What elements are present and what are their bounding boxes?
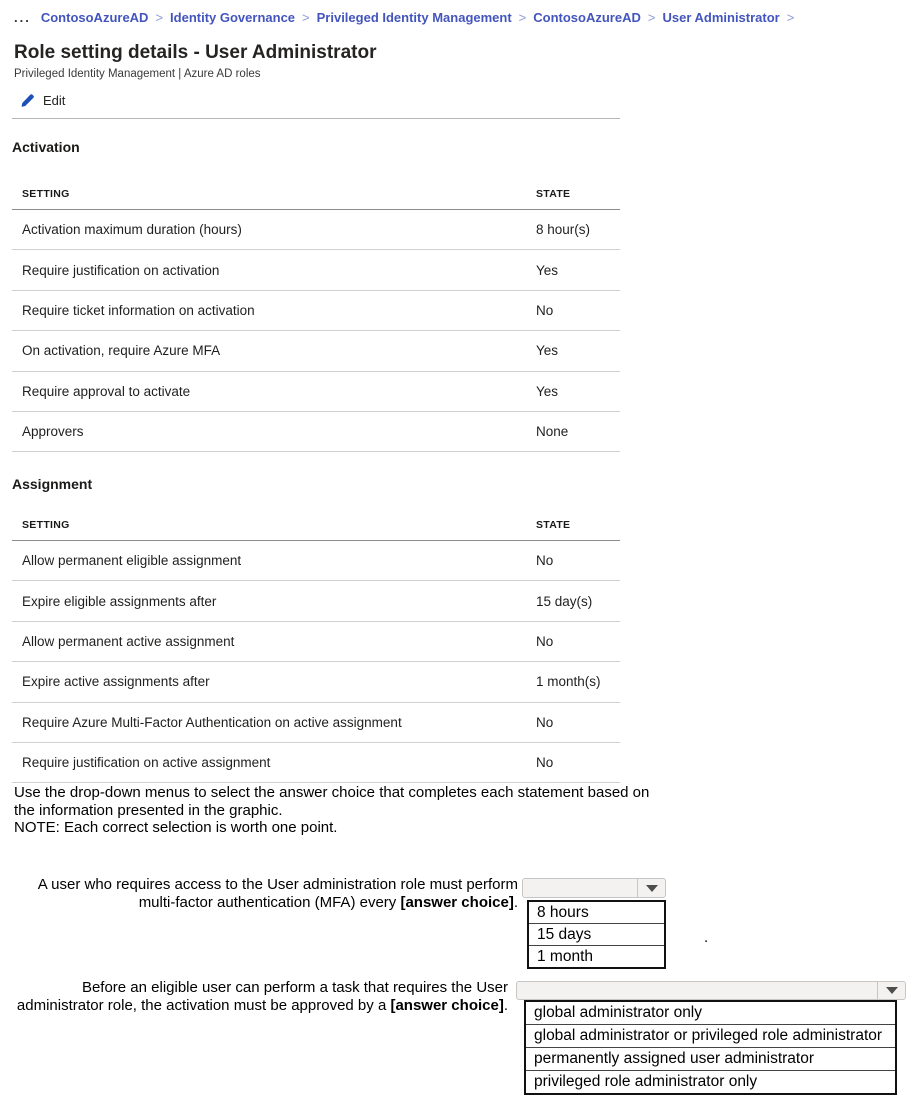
breadcrumb-item-identity-governance[interactable]: Identity Governance (170, 10, 296, 25)
state-value: Yes (536, 343, 559, 359)
instructions-line-1: Use the drop-down menus to select the answer choice that completes each statement based on (14, 784, 650, 801)
assignment-table-header (12, 509, 620, 541)
breadcrumb-separator: > (647, 10, 656, 25)
assignment-section-heading: Assignment (12, 476, 93, 492)
option-global-or-privileged-role-admin[interactable]: global administrator or privileged role administrator (526, 1024, 895, 1047)
page-subtitle: Privileged Identity Management | Azure AD roles (14, 68, 261, 80)
chevron-down-icon (886, 987, 898, 994)
breadcrumb-separator: > (302, 10, 310, 25)
instructions-line-2: the information presented in the graphic. (14, 801, 283, 819)
assignment-table (12, 509, 620, 783)
breadcrumb-item-contosoazuread[interactable]: ContosoAzureAD (40, 10, 149, 25)
statement-2-line-1: Before an eligible user can perform a task that requires the User (81, 979, 508, 996)
dropdown-arrow-button[interactable] (637, 879, 665, 897)
setting-label: Expire active assignments after (22, 674, 210, 690)
activation-table-header (12, 178, 620, 210)
dropdown-selected-value[interactable] (517, 982, 877, 999)
dropdown-selected-value[interactable] (523, 879, 637, 897)
setting-label: Approvers (22, 424, 84, 440)
breadcrumb-item-contosoazuread-2[interactable]: ContosoAzureAD (533, 10, 641, 25)
state-value: No (536, 302, 554, 318)
state-value: None (536, 424, 569, 440)
setting-label: Expire eligible assignments after (22, 593, 217, 609)
setting-label: Require justification on active assignment (22, 755, 271, 771)
state-value: No (536, 553, 554, 569)
statement-1-text (0, 876, 518, 911)
edit-button[interactable] (20, 93, 65, 108)
option-privileged-role-admin-only[interactable]: privileged role administrator only (526, 1070, 895, 1093)
setting-label: Activation maximum duration (hours) (22, 222, 242, 238)
state-value: No (536, 714, 554, 730)
breadcrumb-separator: > (786, 10, 795, 25)
edit-pencil-icon (20, 93, 35, 108)
table-row (12, 372, 620, 412)
state-value: No (536, 755, 554, 771)
statement-1-line-2: multi-factor authentication (MFA) every [answer choice]. (138, 893, 518, 911)
breadcrumb-item-pim[interactable]: Privileged Identity Management (316, 10, 512, 25)
approver-options-list (524, 1000, 897, 1095)
state-value: Yes (536, 383, 559, 399)
statement-1-line-1: A user who requires access to the User administration role must perform (37, 876, 518, 893)
state-column-header: STATE (536, 518, 571, 531)
table-row (12, 622, 620, 662)
breadcrumb-separator: > (518, 10, 527, 25)
setting-column-header: SETTING (22, 518, 70, 531)
setting-label: Allow permanent active assignment (22, 633, 235, 649)
mfa-frequency-options-list (527, 900, 666, 969)
setting-label: Require ticket information on activation (22, 302, 255, 318)
option-permanently-assigned-user-admin[interactable]: permanently assigned user administrator (526, 1047, 895, 1070)
question-instructions (14, 784, 714, 837)
option-1-month[interactable]: 1 month (529, 945, 664, 967)
page-title: Role setting details - User Administrator (14, 42, 377, 63)
header-divider (12, 118, 620, 119)
stray-period: . (704, 929, 709, 946)
state-value: Yes (536, 262, 559, 278)
state-column-header: STATE (536, 187, 571, 200)
table-row (12, 743, 620, 783)
table-row (12, 412, 620, 452)
state-value: 15 day(s) (536, 593, 593, 609)
edit-button-label: Edit (43, 93, 66, 108)
breadcrumb (14, 10, 801, 25)
breadcrumb-item-user-administrator[interactable]: User Administrator (662, 10, 780, 25)
state-value: No (536, 633, 554, 649)
answer-choice-placeholder: [answer choice] (390, 996, 504, 1014)
table-row (12, 662, 620, 702)
approver-dropdown[interactable] (516, 981, 906, 1000)
setting-label: On activation, require Azure MFA (22, 343, 221, 359)
setting-label: Require approval to activate (22, 383, 191, 399)
table-row (12, 331, 620, 371)
table-row (12, 291, 620, 331)
statement-2-text (2, 979, 508, 1014)
setting-column-header: SETTING (22, 187, 70, 200)
option-8-hours[interactable]: 8 hours (537, 903, 589, 921)
breadcrumb-ellipsis: ... (14, 10, 31, 25)
breadcrumb-separator: > (155, 10, 164, 25)
activation-table (12, 178, 620, 452)
state-value: 1 month(s) (536, 674, 601, 690)
setting-label: Require justification on activation (22, 262, 220, 278)
table-row (12, 250, 620, 290)
table-row (12, 581, 620, 621)
setting-label: Allow permanent eligible assignment (22, 553, 242, 569)
dropdown-arrow-button[interactable] (877, 982, 905, 999)
state-value: 8 hour(s) (536, 222, 591, 238)
option-15-days[interactable]: 15 days (529, 923, 664, 945)
activation-section-heading: Activation (12, 139, 80, 155)
chevron-down-icon (646, 885, 658, 892)
option-global-admin-only[interactable]: global administrator only (534, 1004, 703, 1021)
mfa-frequency-dropdown[interactable] (522, 878, 666, 898)
table-row (12, 541, 620, 581)
setting-label: Require Azure Multi-Factor Authentication on active assignment (22, 714, 402, 730)
table-row (12, 703, 620, 743)
table-row (12, 210, 620, 250)
instructions-note: NOTE: Each correct selection is worth one point. (14, 819, 338, 837)
answer-choice-placeholder: [answer choice] (400, 893, 514, 911)
statement-2-line-2: administrator role, the activation must be approved by a [answer choice]. (16, 996, 508, 1014)
